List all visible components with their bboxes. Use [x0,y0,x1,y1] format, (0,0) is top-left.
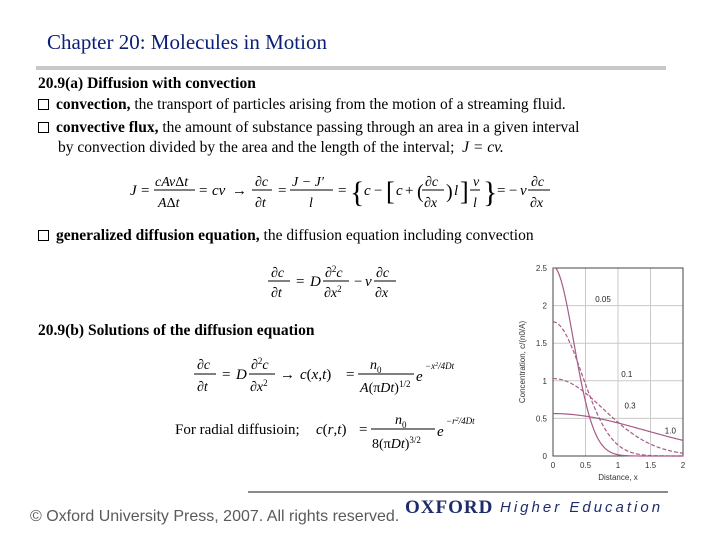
flux-equation [128,166,545,219]
title-divider [36,66,666,70]
def-convective-flux: the amount of substance passing through an area in a given interval [158,119,580,136]
svg-text:∂c: ∂c [425,175,439,190]
svg-text:v: v [365,274,372,290]
x-tick-label: 1 [615,461,621,470]
radial-label: For radial diffusioin; [175,422,300,438]
svg-text:): ) [446,181,453,203]
term-convection: convection, [56,96,131,113]
def-convection: the transport of particles arising from the motion of a streaming fluid. [130,96,566,113]
svg-text:→: → [280,367,295,383]
svg-text:A(πDt)1/2: $A(\pi Dt)^{1/2}$ [360,379,411,396]
svg-text:−: − [509,183,518,199]
svg-text:e: e [416,369,423,385]
x-tick-label: 2 [680,461,686,470]
svg-text:=: = [296,274,305,290]
svg-text:∂t: ∂t [271,286,282,301]
bullet-convective-flux [38,119,579,137]
svg-text:=: = [497,183,506,199]
higher-education-logo: Higher Education [500,499,664,516]
svg-text:{: { [350,176,365,209]
svg-text:−: − [374,183,383,199]
y-tick-label: 1.5 [535,339,547,349]
svg-text:∂c: ∂c [531,175,545,190]
series-label: 0.1 [621,370,633,380]
svg-text:−x2/4Dt: $-x^2/4Dt$ [425,361,455,371]
svg-text:c: c [364,183,371,199]
svg-text:∂c: ∂c [197,358,211,373]
svg-text:∂c: ∂c [271,266,285,281]
svg-text:−: − [354,274,363,290]
svg-text:l: l [473,196,477,211]
svg-text:cAvΔt: cAvΔt [155,175,189,190]
svg-text:∂2c: ∂$^2$c [325,264,343,281]
svg-text:l: l [454,183,459,199]
svg-text:∂x: ∂x [375,286,389,301]
svg-text:∂x2: $\partial x^2$ [324,284,342,301]
radial-diffusion-equation [175,410,495,463]
checkbox-bullet-icon [38,99,49,110]
generalized-diffusion-equation [268,258,398,307]
svg-text:AΔt: AΔt [158,196,180,211]
series-label: 0.3 [624,401,636,411]
svg-text:[: [ [386,177,395,206]
term-convective-flux: convective flux, [56,119,159,136]
svg-text:=: = [346,367,355,383]
svg-text:v: v [473,175,480,190]
y-tick-label: 0.5 [535,414,547,424]
y-tick-label: 1 [542,376,547,386]
oxford-logo: OXFORD [405,497,494,518]
bullet-convection [38,96,566,114]
svg-text:n0: $n_0$ [370,358,382,375]
y-tick-label: 2 [542,301,547,311]
svg-text:=: = [338,183,347,199]
svg-text:−r2/4Dt: $-r^2/4Dt$ [446,416,475,426]
series-label: 0.05 [595,294,611,304]
svg-text:=: = [222,367,231,383]
svg-text:c(x,t): c(x,t) [300,367,332,383]
svg-text:=: = [199,183,208,199]
bullet-convective-flux-cont [58,139,504,157]
concentration-chart [515,262,690,482]
svg-text:+: + [405,183,414,199]
series-label: 1.0 [664,426,676,436]
x-tick-label: 0 [550,461,556,470]
svg-text:}: } [483,176,498,209]
svg-text:D: D [310,274,321,290]
copyright-text: © Oxford University Press, 2007. All rights reserved. [30,508,400,525]
svg-text:=: = [359,422,368,438]
term-generalized-diffusion: generalized diffusion equation, [56,227,260,244]
y-axis-label: Concentration, c/(n0/A) [518,320,527,404]
x-axis-label: Distance, x [598,473,638,482]
svg-text:∂x: ∂x [424,196,438,211]
svg-text:∂2c: ∂$^2$c [251,356,269,373]
svg-text:J: J [130,183,137,199]
svg-text:]: ] [460,177,469,206]
svg-text:e: e [437,424,444,440]
svg-text:J − J′: J − J′ [292,175,324,190]
checkbox-bullet-icon [38,230,49,241]
flux-relation: J = cv. [462,139,504,156]
svg-text:v: v [520,183,527,199]
svg-text:=: = [278,183,287,199]
svg-text:∂t: ∂t [255,196,266,211]
x-tick-label: 1.5 [644,461,657,470]
checkbox-bullet-icon [38,122,49,133]
footer-divider [248,491,668,493]
svg-text:=: = [141,183,150,199]
svg-text:l: l [309,196,313,211]
svg-text:∂c: ∂c [255,175,269,190]
diffusion-solution-equation [194,350,494,403]
y-tick-label: 0 [542,452,547,461]
section-a-heading: 20.9(a) Diffusion with convection [38,75,256,92]
svg-text:∂c: ∂c [376,266,390,281]
svg-text:cv: cv [212,183,226,199]
svg-text:∂x: ∂x [530,196,544,211]
section-b-heading: 20.9(b) Solutions of the diffusion equation [38,322,315,339]
bullet-generalized-diffusion [38,227,534,245]
svg-text:c(r,t): c(r,t) [316,422,347,438]
svg-text:8(πDt)3/2: $8(\pi Dt)^{3/2}$ [372,435,421,452]
page-title: Chapter 20: Molecules in Motion [47,30,327,54]
svg-text:→: → [232,183,247,199]
chart-svg [515,262,690,482]
svg-text:∂t: ∂t [197,380,208,395]
svg-text:(: ( [417,181,424,203]
x-tick-label: 0.5 [579,461,592,470]
y-tick-label: 2.5 [535,264,547,273]
svg-text:n0: $n_0$ [395,413,407,430]
svg-text:∂x2: $\partial x^2$ [250,378,268,395]
svg-text:D: D [236,367,247,383]
svg-text:c: c [396,183,403,199]
def-convective-flux-cont: by convection divided by the area and the length of the interval; [58,139,455,156]
def-generalized-diffusion: the diffusion equation including convection [259,227,534,244]
